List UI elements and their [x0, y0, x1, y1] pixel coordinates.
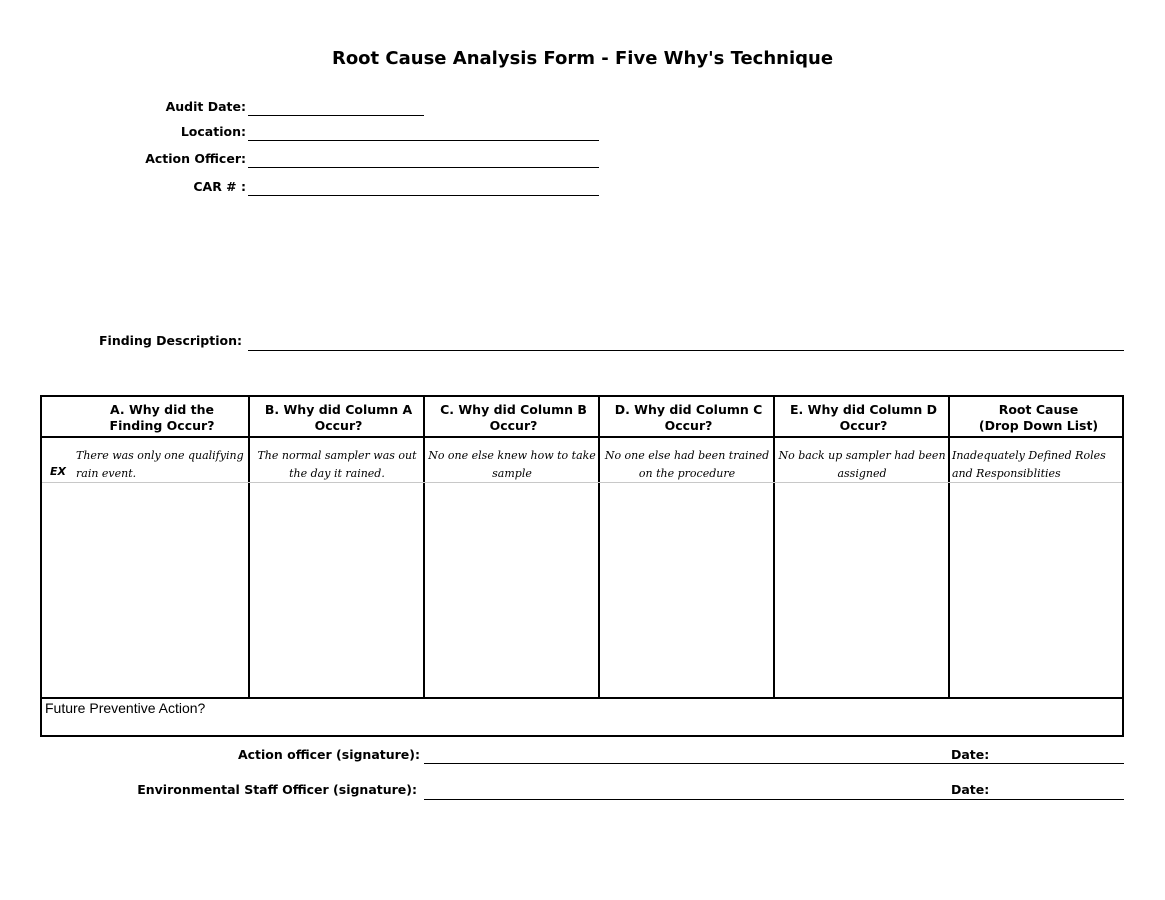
environmental-staff-officer-date-label: Date:: [951, 782, 990, 797]
future-preventive-action-label: Future Preventive Action?: [45, 700, 206, 716]
column-b-header: B. Why did Column A Occur?: [264, 402, 413, 433]
car-number-field[interactable]: [248, 195, 599, 196]
column-divider: [423, 397, 425, 699]
car-number-label: CAR # :: [193, 179, 246, 194]
example-cell-root-cause[interactable]: Inadequately Defined Roles and Responsiblities: [952, 449, 1106, 480]
form-title: Root Cause Analysis Form - Five Why's Technique: [331, 48, 834, 69]
action-officer-field[interactable]: [248, 167, 599, 168]
column-divider: [598, 397, 600, 699]
example-cell-b[interactable]: The normal sampler was out the day it rained.: [257, 449, 417, 480]
future-preventive-action-field[interactable]: [42, 699, 1122, 735]
example-tag: EX: [50, 465, 66, 478]
column-e-header: E. Why did Column D Occur?: [790, 402, 937, 433]
column-divider: [773, 397, 775, 699]
five-whys-table: [40, 395, 1124, 737]
action-officer-label: Action Officer:: [145, 151, 246, 166]
example-row-divider: [42, 482, 1122, 483]
audit-date-field[interactable]: [248, 115, 424, 116]
action-officer-date-label: Date:: [951, 747, 990, 762]
location-field[interactable]: [248, 140, 599, 141]
column-divider: [248, 397, 250, 699]
example-cell-d[interactable]: No one else had been trained on the procedure: [604, 449, 770, 480]
example-cell-e[interactable]: No back up sampler had been assigned: [778, 449, 946, 480]
column-divider: [948, 397, 950, 699]
finding-description-label: Finding Description:: [99, 333, 242, 348]
action-officer-signature-label: Action officer (signature):: [237, 747, 420, 762]
example-cell-a[interactable]: There was only one qualifying rain event.: [76, 449, 244, 480]
location-label: Location:: [180, 124, 246, 139]
column-c-header: C. Why did Column B Occur?: [440, 402, 587, 433]
action-officer-signature-field[interactable]: [424, 763, 1124, 764]
column-d-header: D. Why did Column C Occur?: [614, 402, 763, 433]
finding-description-field[interactable]: [248, 350, 1124, 351]
column-a-header: A. Why did the Finding Occur?: [109, 402, 215, 433]
environmental-staff-officer-signature-label: Environmental Staff Officer (signature):: [137, 782, 417, 797]
example-cell-c[interactable]: No one else knew how to take sample: [428, 449, 596, 480]
root-cause-header: Root Cause (Drop Down List): [978, 402, 1099, 433]
header-divider: [42, 436, 1122, 438]
audit-date-label: Audit Date:: [165, 99, 246, 114]
environmental-staff-officer-signature-field[interactable]: [424, 799, 1124, 800]
